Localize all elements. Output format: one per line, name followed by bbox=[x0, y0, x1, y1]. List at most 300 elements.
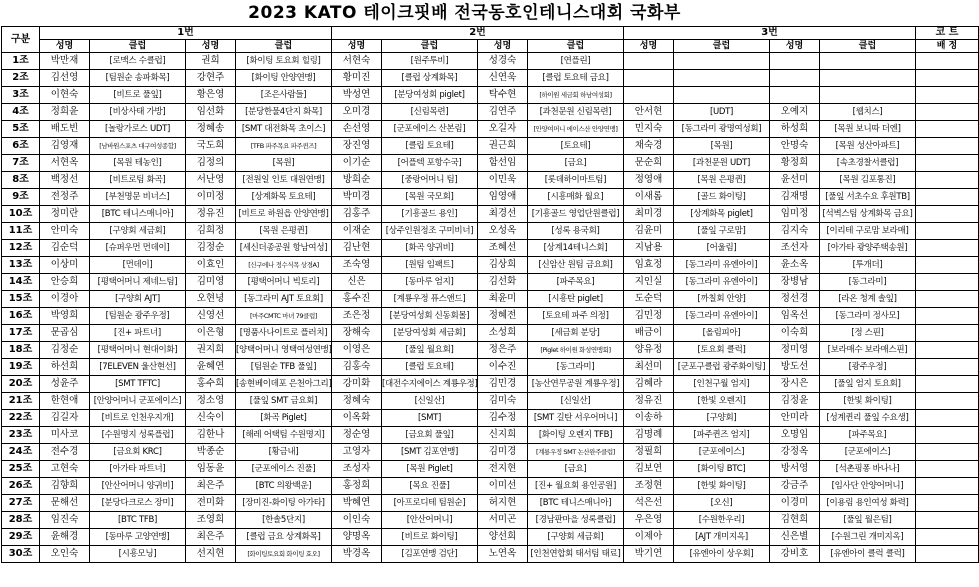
player-club: [구양회 세금회] bbox=[528, 529, 624, 546]
player-club: [경남판마을 성록클럽] bbox=[528, 512, 624, 529]
player-club: [동마루 고양연맹] bbox=[90, 529, 186, 546]
player-club: [놀랑가로스 UDT] bbox=[90, 121, 186, 138]
player-name: 정혜전 bbox=[478, 308, 528, 325]
player-club: [화곡 양귀비] bbox=[382, 240, 478, 257]
court-cell bbox=[916, 529, 979, 546]
player-club: [상계화목 토요테] bbox=[236, 189, 332, 206]
table-row bbox=[2, 240, 979, 257]
player-name: 김수정 bbox=[478, 410, 528, 427]
player-name: 강현주 bbox=[186, 70, 236, 87]
player-club: [해레 어택팀 수원명지] bbox=[236, 427, 332, 444]
player-name: 안미숙 bbox=[40, 223, 90, 240]
player-name: 김희정 bbox=[186, 223, 236, 240]
player-club: [신림목련] bbox=[382, 104, 478, 121]
player-club: [풀잎 월은팀] bbox=[820, 512, 916, 529]
player-club: [연플린] bbox=[528, 53, 624, 70]
player-name: 국도희 bbox=[186, 138, 236, 155]
player-club: [광주우정] bbox=[820, 359, 916, 376]
club-header: 클럽 bbox=[820, 40, 916, 53]
group-number: 8조 bbox=[2, 172, 40, 189]
player-name: 전지현 bbox=[478, 461, 528, 478]
player-name: 이새롬 bbox=[624, 189, 674, 206]
player-name: 정혜송 bbox=[186, 121, 236, 138]
court-cell bbox=[916, 546, 979, 563]
group-number: 24조 bbox=[2, 444, 40, 461]
player-club: [비트로팀 화곡] bbox=[90, 172, 186, 189]
group-number: 7조 bbox=[2, 155, 40, 172]
player-name bbox=[624, 87, 674, 104]
player-name: 한현애 bbox=[40, 393, 90, 410]
group-number: 12조 bbox=[2, 240, 40, 257]
player-club: [BTC 의왕백운] bbox=[236, 478, 332, 495]
player-club: [BTC TFB] bbox=[90, 512, 186, 529]
player-name: 김홍숙 bbox=[332, 359, 382, 376]
player-club: [파주목요] bbox=[528, 274, 624, 291]
player-name: 권희 bbox=[186, 53, 236, 70]
player-club: [신일산] bbox=[528, 393, 624, 410]
player-name: 김선영 bbox=[40, 70, 90, 87]
player-name: 장진영 bbox=[332, 138, 382, 155]
table-row bbox=[2, 427, 979, 444]
player-club: [계룡우정 SMT 논산완주클럽] bbox=[528, 444, 624, 461]
player-club: [대전수지에이스 계룡우정] bbox=[382, 376, 478, 393]
player-club: [안산어머니] bbox=[382, 512, 478, 529]
player-club: [목원 성산아파트] bbox=[820, 138, 916, 155]
player-name: 이기순 bbox=[332, 155, 382, 172]
player-name: 서미곤 bbox=[478, 512, 528, 529]
player-club: [동그라미 유엔아이] bbox=[674, 274, 770, 291]
player-club: [슈퍼우먼 먼데이] bbox=[90, 240, 186, 257]
name-header: 성명 bbox=[770, 40, 820, 53]
table-row bbox=[2, 257, 979, 274]
table-row bbox=[2, 172, 979, 189]
player-club: [속초경찰서클럽] bbox=[820, 155, 916, 172]
player-name: 홍수진 bbox=[332, 291, 382, 308]
group-number: 10조 bbox=[2, 206, 40, 223]
table-row bbox=[2, 546, 979, 563]
player-name: 최은주 bbox=[186, 529, 236, 546]
player-name: 최선미 bbox=[624, 359, 674, 376]
player-name: 박영희 bbox=[40, 308, 90, 325]
table-row bbox=[2, 291, 979, 308]
name-header: 성명 bbox=[40, 40, 90, 53]
player-name: 선지현 bbox=[186, 546, 236, 563]
player-club: [목요 진풀] bbox=[382, 478, 478, 495]
table-row bbox=[2, 87, 979, 104]
table-row bbox=[2, 53, 979, 70]
table-row bbox=[2, 478, 979, 495]
player-name: 정은주 bbox=[478, 342, 528, 359]
player-club: [비상사태 가방] bbox=[90, 104, 186, 121]
player-name: 김영재 bbox=[40, 138, 90, 155]
player-club: [비트로 화이팅] bbox=[382, 529, 478, 546]
player-name: 황미진 bbox=[332, 70, 382, 87]
player-club: [AJT 개미지옥] bbox=[674, 529, 770, 546]
player-name: 고영자 bbox=[332, 444, 382, 461]
player-name: 임영애 bbox=[478, 189, 528, 206]
player-club bbox=[820, 70, 916, 87]
player-club: [진+ 파트너] bbox=[90, 325, 186, 342]
player-name: 김미경 bbox=[478, 444, 528, 461]
player-name: 강정옥 bbox=[770, 444, 820, 461]
player-name: 박혜연 bbox=[332, 495, 382, 512]
player-club: [화이팅 토요회 힐링] bbox=[236, 53, 332, 70]
court-cell bbox=[916, 121, 979, 138]
group-number: 20조 bbox=[2, 376, 40, 393]
court-cell bbox=[916, 189, 979, 206]
player-name: 오예지 bbox=[770, 104, 820, 121]
player-name: 이재순 bbox=[332, 223, 382, 240]
player-club: [안양어머니 군포에이스] bbox=[90, 393, 186, 410]
table-row bbox=[2, 495, 979, 512]
player-club: [성록 용국회] bbox=[528, 223, 624, 240]
player-club: [세신더종공원 항남여성] bbox=[236, 240, 332, 257]
player-club: [롯데하이마트팀] bbox=[528, 172, 624, 189]
player-name bbox=[770, 53, 820, 70]
player-club: [부천명문 비너스] bbox=[90, 189, 186, 206]
player-club: [라온 청계 솔잎] bbox=[820, 291, 916, 308]
player-club: [SMT 김포연맹] bbox=[382, 444, 478, 461]
player-name: 배도빈 bbox=[40, 121, 90, 138]
player-club: [Piglet 하이원 화성연맹회] bbox=[528, 342, 624, 359]
player-club: [한빛 화이팅] bbox=[820, 393, 916, 410]
player-name: 황정희 bbox=[770, 155, 820, 172]
group-number: 2조 bbox=[2, 70, 40, 87]
player-club: [구양회 세금회] bbox=[90, 223, 186, 240]
player-name: 정희윤 bbox=[40, 104, 90, 121]
player-club bbox=[674, 70, 770, 87]
player-name: 정혜숙 bbox=[332, 393, 382, 410]
name-header: 성명 bbox=[186, 40, 236, 53]
player-club: [석촌핑퐁 바나나] bbox=[820, 461, 916, 478]
player-name: 오현녕 bbox=[186, 291, 236, 308]
player-name: 정유진 bbox=[624, 393, 674, 410]
player-club: [과천문원 UDT] bbox=[674, 155, 770, 172]
player-club: [풀잎 SMT 금요회] bbox=[236, 393, 332, 410]
player-club: [남바원스포츠 대구여성종합] bbox=[90, 138, 186, 155]
player-name: 안승희 bbox=[40, 274, 90, 291]
player-club: [UDT] bbox=[674, 104, 770, 121]
name-header: 성명 bbox=[624, 40, 674, 53]
player-name: 전수경 bbox=[40, 444, 90, 461]
player-club: [목원] bbox=[674, 138, 770, 155]
player-name: 오인숙 bbox=[40, 546, 90, 563]
player-name: 문순희 bbox=[624, 155, 674, 172]
table-row bbox=[2, 121, 979, 138]
player-club: [화이팅토요회 화이팅 효오] bbox=[236, 546, 332, 563]
player-name: 임효정 bbox=[624, 257, 674, 274]
player-name: 미사코 bbox=[40, 427, 90, 444]
player-club: [어플텍 포항수국] bbox=[382, 155, 478, 172]
player-name: 문해선 bbox=[40, 495, 90, 512]
player-name: 장시은 bbox=[770, 376, 820, 393]
group-number: 30조 bbox=[2, 546, 40, 563]
player-club: [양택어머니 영택여성연맹] bbox=[236, 342, 332, 359]
player-club: [토요테 파주 의정] bbox=[528, 308, 624, 325]
player-name: 조숙영 bbox=[332, 257, 382, 274]
court-cell bbox=[916, 393, 979, 410]
player-name: 안명숙 bbox=[770, 138, 820, 155]
player-name: 김혜라 bbox=[624, 376, 674, 393]
player-club bbox=[820, 53, 916, 70]
group-number: 14조 bbox=[2, 274, 40, 291]
player-name: 최미경 bbox=[624, 206, 674, 223]
player-club: [분당여성회 세금회] bbox=[382, 325, 478, 342]
table-row bbox=[2, 206, 979, 223]
player-club: [동그라미 정사모] bbox=[820, 308, 916, 325]
player-club: [TFB 파주목요 파주퀸즈] bbox=[236, 138, 332, 155]
player-name: 양명옥 bbox=[332, 529, 382, 546]
player-name: 서난영 bbox=[186, 172, 236, 189]
table-row bbox=[2, 104, 979, 121]
name-header: 성명 bbox=[332, 40, 382, 53]
court-cell bbox=[916, 478, 979, 495]
player-name: 김명례 bbox=[624, 427, 674, 444]
player-name: 양유정 bbox=[624, 342, 674, 359]
player-name: 김미숙 bbox=[478, 393, 528, 410]
player-club: [인천연합회 태서팀 태료] bbox=[528, 546, 624, 563]
club-header: 클럽 bbox=[382, 40, 478, 53]
table-row bbox=[2, 393, 979, 410]
player-name: 전미화 bbox=[186, 495, 236, 512]
player-name: 임미정 bbox=[770, 206, 820, 223]
player-club: [분당한물4단지 화목] bbox=[236, 104, 332, 121]
player-club: [비트로 인천우지개] bbox=[90, 410, 186, 427]
player-club: [BTC 테니스매니아] bbox=[528, 495, 624, 512]
player-name: 지남용 bbox=[624, 240, 674, 257]
player-name: 정필희 bbox=[624, 444, 674, 461]
player-name: 김향희 bbox=[40, 478, 90, 495]
table-row bbox=[2, 512, 979, 529]
bracket-table bbox=[1, 26, 979, 563]
court-cell bbox=[916, 172, 979, 189]
player-name: 김현희 bbox=[770, 512, 820, 529]
player-club: [시흥모닝] bbox=[90, 546, 186, 563]
court-cell bbox=[916, 512, 979, 529]
table-body bbox=[2, 53, 979, 563]
player-club: [파주퀸즈 엄지] bbox=[674, 427, 770, 444]
player-name: 서현숙 bbox=[332, 53, 382, 70]
player-club: [중랑어머니 팀] bbox=[382, 172, 478, 189]
player-club: [금요회 풀잎] bbox=[382, 427, 478, 444]
name-header: 성명 bbox=[478, 40, 528, 53]
player-club: [보라매수 보라매스핀] bbox=[820, 342, 916, 359]
player-club: [신일산] bbox=[382, 393, 478, 410]
player-name: 신영선 bbox=[186, 308, 236, 325]
player-club: [클럽 상계화목] bbox=[382, 70, 478, 87]
player-club: [팀원순 송파화목] bbox=[90, 70, 186, 87]
player-club: [과천문원 신림목련] bbox=[528, 104, 624, 121]
court-cell bbox=[916, 410, 979, 427]
player-name: 이수진 bbox=[478, 359, 528, 376]
player-name: 오성옥 bbox=[478, 223, 528, 240]
player-club: [목원] bbox=[236, 155, 332, 172]
player-name: 임옥선 bbox=[770, 308, 820, 325]
player-name: 이미정 bbox=[186, 189, 236, 206]
player-name: 이은형 bbox=[186, 325, 236, 342]
player-name: 문곱심 bbox=[40, 325, 90, 342]
club-header: 클럽 bbox=[528, 40, 624, 53]
player-club: [분당여성회 신동회몰] bbox=[382, 308, 478, 325]
player-club: [까칠회 안양] bbox=[674, 291, 770, 308]
player-name: 장병남 bbox=[770, 274, 820, 291]
player-club: [아가타 파트너] bbox=[90, 461, 186, 478]
player-name: 우은영 bbox=[624, 512, 674, 529]
player-club: [평택어머니 빅토리] bbox=[236, 274, 332, 291]
player-name: 김선화 bbox=[478, 274, 528, 291]
player-name: 권지희 bbox=[186, 342, 236, 359]
player-name: 백정선 bbox=[40, 172, 90, 189]
player-name: 황은영 bbox=[186, 87, 236, 104]
player-club: [하이원 세금회 하남여성회] bbox=[528, 87, 624, 104]
court-cell bbox=[916, 240, 979, 257]
group-number: 29조 bbox=[2, 529, 40, 546]
table-row bbox=[2, 529, 979, 546]
player-club: [클럽 토요테] bbox=[382, 359, 478, 376]
table-row bbox=[2, 155, 979, 172]
player-name: 조성자 bbox=[332, 461, 382, 478]
player-club: [한빛 오렌지] bbox=[674, 393, 770, 410]
slot-1-header: 1번 bbox=[40, 27, 332, 40]
player-club: [군포에이스 산본림] bbox=[382, 121, 478, 138]
player-name: 김순덕 bbox=[40, 240, 90, 257]
court-cell bbox=[916, 291, 979, 308]
player-club: [세금회 분당] bbox=[528, 325, 624, 342]
player-name: 조영희 bbox=[186, 512, 236, 529]
player-club: [금요회 KRC] bbox=[90, 444, 186, 461]
player-name: 도순덕 bbox=[624, 291, 674, 308]
player-name: 이미선 bbox=[478, 478, 528, 495]
player-club: [동그라미] bbox=[820, 274, 916, 291]
table-row bbox=[2, 342, 979, 359]
player-club: [상계14테니스회] bbox=[528, 240, 624, 257]
player-name: 정유진 bbox=[186, 206, 236, 223]
player-name: 정미영 bbox=[770, 342, 820, 359]
player-club: [원주투비] bbox=[382, 53, 478, 70]
player-club: [팀원순 TFB 풀잎] bbox=[236, 359, 332, 376]
player-club: [한빛 화이팅] bbox=[674, 478, 770, 495]
player-name: 권근희 bbox=[478, 138, 528, 155]
player-club: [평택어머니 현대이화] bbox=[90, 342, 186, 359]
player-club: [인천구월 엄지] bbox=[674, 376, 770, 393]
table-row bbox=[2, 325, 979, 342]
court-cell bbox=[916, 104, 979, 121]
player-name: 윤혜연 bbox=[186, 359, 236, 376]
player-club: [올림피아] bbox=[674, 325, 770, 342]
player-name: 방희순 bbox=[332, 172, 382, 189]
player-name: 이숙희 bbox=[770, 325, 820, 342]
player-name: 윤소옥 bbox=[770, 257, 820, 274]
court-cell bbox=[916, 53, 979, 70]
player-name: 채숙경 bbox=[624, 138, 674, 155]
court-cell bbox=[916, 461, 979, 478]
group-number: 26조 bbox=[2, 478, 40, 495]
player-name: 강미화 bbox=[332, 376, 382, 393]
table-row bbox=[2, 359, 979, 376]
player-club: [송현베이데포 은천아그리] bbox=[236, 376, 332, 393]
player-name bbox=[624, 70, 674, 87]
group-number: 19조 bbox=[2, 359, 40, 376]
player-name bbox=[770, 87, 820, 104]
player-club: [비트로 풀잎] bbox=[90, 87, 186, 104]
player-club: [화이팅 오렌지 TFB] bbox=[528, 427, 624, 444]
player-club: [계룡우정 퓨스앤드] bbox=[382, 291, 478, 308]
player-club: [클럽 토요테 금요] bbox=[528, 70, 624, 87]
player-name: 성경숙 bbox=[478, 53, 528, 70]
player-name: 방서영 bbox=[770, 461, 820, 478]
player-name: 조선자 bbox=[770, 240, 820, 257]
player-name: 이경미 bbox=[770, 495, 820, 512]
table-row bbox=[2, 376, 979, 393]
player-club: [풀잎 엄지 토요회] bbox=[820, 376, 916, 393]
player-club: [유엔아이 클럭 클럭] bbox=[820, 546, 916, 563]
player-name: 이송하 bbox=[624, 410, 674, 427]
player-name: 김정순 bbox=[40, 342, 90, 359]
player-name: 오미경 bbox=[332, 104, 382, 121]
player-club: [웹치스] bbox=[820, 104, 916, 121]
group-number: 1조 bbox=[2, 53, 40, 70]
player-name: 함선임 bbox=[478, 155, 528, 172]
player-name: 최경선 bbox=[478, 206, 528, 223]
player-name: 김상희 bbox=[478, 257, 528, 274]
player-name: 김지숙 bbox=[770, 223, 820, 240]
player-club: [팀원순 광주우정] bbox=[90, 308, 186, 325]
group-number: 25조 bbox=[2, 461, 40, 478]
player-club: [안산어머니 양귀비] bbox=[90, 478, 186, 495]
player-name: 안미라 bbox=[770, 410, 820, 427]
player-name: 김민경 bbox=[478, 376, 528, 393]
player-name: 허지현 bbox=[478, 495, 528, 512]
player-name bbox=[770, 70, 820, 87]
player-club bbox=[674, 87, 770, 104]
player-name: 김정윤 bbox=[770, 393, 820, 410]
player-name: 김미영 bbox=[186, 274, 236, 291]
player-club: [화곡 Piglet] bbox=[236, 410, 332, 427]
court-header-2: 배 정 bbox=[916, 40, 979, 53]
player-name: 노연옥 bbox=[478, 546, 528, 563]
player-name: 이경아 bbox=[40, 291, 90, 308]
player-club: [분당여성회 piglet] bbox=[382, 87, 478, 104]
player-club: [기흥골드 용인] bbox=[382, 206, 478, 223]
player-club: [농산연무공원 계룡우정] bbox=[528, 376, 624, 393]
player-club bbox=[820, 87, 916, 104]
player-club: [동마루 엄지] bbox=[382, 274, 478, 291]
player-club: [상주인원정조 구미비너] bbox=[382, 223, 478, 240]
player-club: [목원 보니따 더엔] bbox=[820, 121, 916, 138]
court-cell bbox=[916, 223, 979, 240]
player-club: [클립 토요테] bbox=[382, 138, 478, 155]
player-name: 정순영 bbox=[332, 427, 382, 444]
player-club: [동그라미 광명여성회] bbox=[674, 121, 770, 138]
player-name: 하성희 bbox=[770, 121, 820, 138]
player-club: [이용림 용인여성 화력] bbox=[820, 495, 916, 512]
player-club: [기흥골드 영업단원클럽] bbox=[528, 206, 624, 223]
player-club: [군포에이스 진풀] bbox=[236, 461, 332, 478]
court-cell bbox=[916, 206, 979, 223]
player-name: 강비호 bbox=[770, 546, 820, 563]
player-name: 최윤미 bbox=[478, 291, 528, 308]
player-club: [동그라미] bbox=[528, 359, 624, 376]
group-number: 21조 bbox=[2, 393, 40, 410]
player-club: [동그라미 유엔아이] bbox=[674, 308, 770, 325]
player-name: 정미란 bbox=[40, 206, 90, 223]
group-number: 13조 bbox=[2, 257, 40, 274]
group-number: 27조 bbox=[2, 495, 40, 512]
group-number: 16조 bbox=[2, 308, 40, 325]
player-name: 이현숙 bbox=[40, 87, 90, 104]
player-club: [풀잎 서초수요 후원TB] bbox=[820, 189, 916, 206]
player-name: 손선영 bbox=[332, 121, 382, 138]
